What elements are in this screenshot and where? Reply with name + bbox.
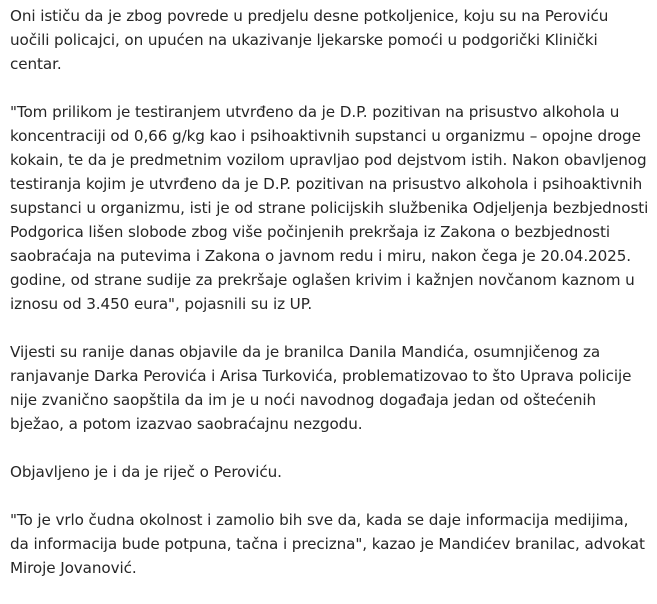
article-paragraph: Oni ističu da je zbog povrede u predjelu desne potkoljenice, koju su na Peroviću uočili policajci, on upućen na ukazivanje ljekarske pomoći u podgorički Klinički centar.	[10, 7, 609, 73]
article-paragraph: Objavljeno je i da je riječ o Peroviću.	[10, 463, 282, 481]
article-paragraph: "To je vrlo čudna okolnost i zamolio bih sve da, kada se daje informacija medijima, da informacija bude potpuna, tačna i precizna", kazao je Mandićev branilac, advokat Miroje Jovanović.	[10, 511, 645, 577]
article-paragraph: Vijesti su ranije danas objavile da je branilca Danila Mandića, osumnjičenog za ranjavanje Darka Perovića i Arisa Turkovića, problematizovao to što Uprava policije nije zvanično saopštila da im je u noći navodnog događaja jedan od oštećenih bježao, a potom izazvao saobraćajnu nezgodu.	[10, 343, 632, 433]
article-paragraph: "Tom prilikom je testiranjem utvrđeno da je D.P. pozitivan na prisustvo alkohola u koncentraciji od 0,66 g/kg kao i psihoaktivnih supstanci u organizmu – opojne droge kokain, te da je predmetnim vozilom upravljao pod dejstvom istih. Nakon obavljenog testiranja kojim je utvrđeno da je D.P. pozitivan na prisustvo alkohola i psihoaktivnih supstanci u organizmu, isti je od strane policijskih službenika Odjeljenja bezbjednosti Podgorica lišen slobode zbog više počinjenih prekršaja iz Zakona o bezbjednosti saobraćaja na putevima i Zakona o javnom redu i miru, nakon čega je 20.04.2025. godine, od strane sudije za prekršaje oglašen krivim i kažnjen novčanom kaznom u iznosu od 3.450 eura", pojasnili su iz UP.	[10, 103, 649, 313]
article-body	[10, 4, 650, 604]
